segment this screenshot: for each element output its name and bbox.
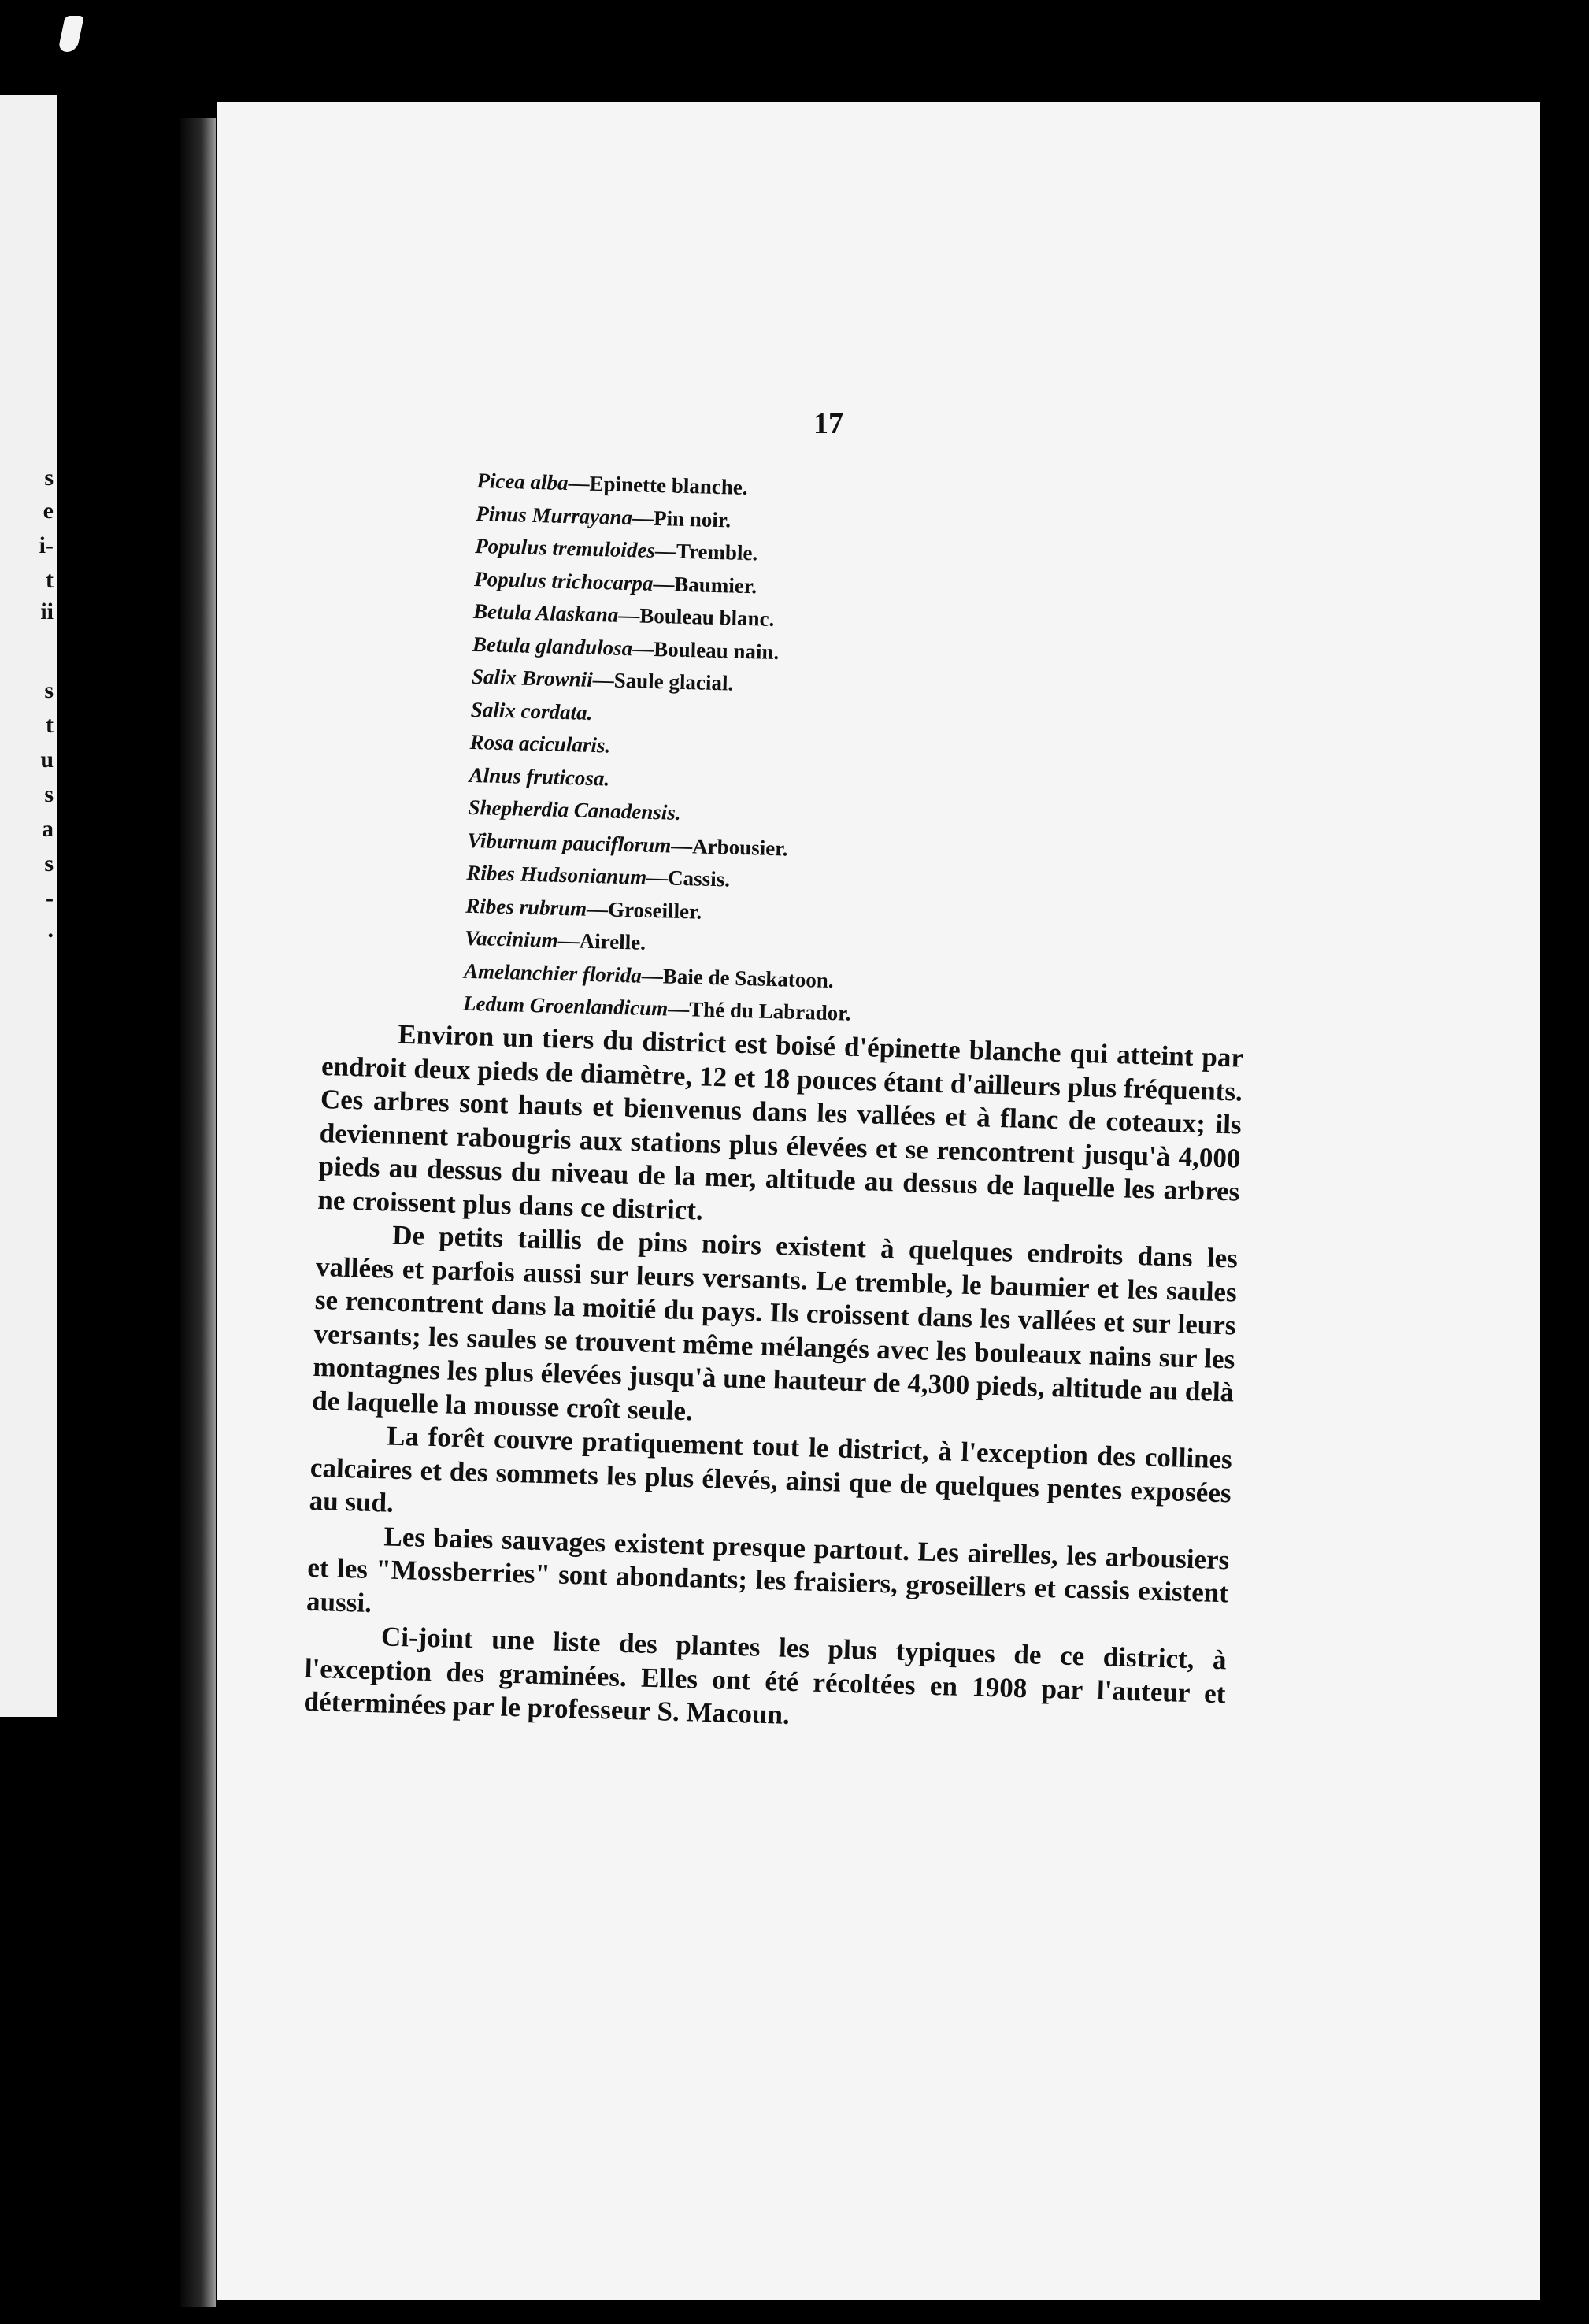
latin-name: Vaccinium — [464, 925, 559, 952]
facing-page-fragment: t — [46, 712, 54, 738]
facing-page-fragment: s — [44, 781, 54, 807]
species-list — [463, 465, 865, 1030]
facing-page-fragment: s — [44, 677, 54, 703]
latin-name: Salix cordata. — [470, 697, 593, 725]
common-name: —Baie de Saskatoon. — [641, 963, 834, 992]
paragraph: Ci-joint une liste des plantes les plus typiques de ce district, à l'exception des graminées. Elles ont été récoltées en 1908 par l'auteur et déterminées par le professeur S. Macoun. — [303, 1621, 1228, 1730]
latin-name: Pinus Murrayana — [475, 501, 633, 529]
facing-page-fragment: - — [46, 885, 54, 911]
latin-name: Viburnum pauciflorum — [467, 828, 672, 858]
common-name: —Bouleau nain. — [632, 636, 780, 664]
paragraph: De petits taillis de pins noirs existent à quelques endroits dans les vallées et parfois aussi sur leurs versants. Le tremble, le baumier et les saules se rencontrent dans la moitié du pays. Ils croissent dans les vallées et sur leurs versants; les saules se trouvent même mélangés avec les bouleaux nains sur les montagnes les plus élevées jusqu'à une hauteur de 4,300 pieds, altitude au delà de laquelle la mousse croît seule. — [311, 1219, 1239, 1426]
latin-name: Populus tremuloides — [474, 533, 656, 562]
latin-name: Rosa acicularis. — [469, 729, 611, 758]
common-name: —Groseiller. — [586, 896, 702, 924]
paragraph: Les baies sauvages existent presque partout. Les airelles, les arbousiers et les "Mossberries" sont abondants; les fraisiers, groseillers et cassis existent aussi. — [306, 1520, 1230, 1618]
facing-page-fragment: . — [47, 917, 54, 943]
common-name: —Tremble. — [654, 538, 758, 565]
body-text — [303, 1016, 1243, 1744]
latin-name: Betula glandulosa — [472, 632, 633, 660]
latin-name: Amelanchier florida — [463, 958, 643, 988]
latin-name: Alnus fruticosa. — [469, 762, 610, 791]
paragraph: Environ un tiers du district est boisé d'épinette blanche qui atteint par endroit deux pieds de diamètre, 12 et 18 pouces étant d'ailleurs plus fréquents. Ces arbres sont hauts et bienvenus dans les vallées et à flanc de coteaux; ils deviennent rabougris aux stations plus élevées et se rencontrent jusqu'à 4,000 pieds au dessus du niveau de la mer, altitude au dessus de laquelle les arbres ne croissent plus dans ce district. — [317, 1018, 1244, 1226]
latin-name: Salix Brownii — [471, 664, 594, 691]
latin-name: Shepherdia Canadensis. — [468, 795, 681, 825]
latin-name: Ribes rubrum — [465, 893, 587, 921]
common-name: —Bouleau blanc. — [617, 602, 775, 631]
facing-page-fragment: a — [42, 816, 54, 842]
film-marker — [57, 16, 84, 52]
facing-page-fragment: u — [40, 747, 54, 773]
common-name: —Thé du Labrador. — [667, 996, 851, 1025]
latin-name: Populus trichocarpa — [473, 566, 654, 595]
paragraph: La forêt couvre pratiquement tout le district, à l'exception des collines calcaires et des sommets les plus élevés, ainsi que de quelques pentes exposées au sud. — [309, 1420, 1233, 1518]
facing-page-fragment: ii — [40, 599, 54, 625]
common-name: —Epinette blanche. — [568, 471, 748, 499]
facing-page-fragment: t — [46, 567, 54, 593]
facing-page-fragment: i- — [39, 532, 54, 558]
facing-page-fragment: s — [44, 465, 54, 491]
common-name: —Airelle. — [557, 928, 646, 954]
latin-name: Picea alba — [476, 468, 569, 495]
book-binding-shadow — [180, 118, 216, 2307]
latin-name: Betula Alaskana — [472, 599, 619, 627]
common-name: —Pin noir. — [632, 505, 732, 532]
facing-page-fragment: e — [43, 498, 54, 524]
common-name: —Cassis. — [646, 865, 731, 891]
facing-page-edge — [0, 95, 57, 1717]
latin-name: Ledum Groenlandicum — [462, 991, 669, 1021]
common-name: —Arbousier. — [670, 833, 788, 860]
latin-name: Ribes Hudsonianum — [466, 860, 647, 889]
common-name: —Baumier. — [653, 571, 757, 598]
page-number: 17 — [813, 407, 843, 440]
facing-page-fragment: s — [44, 851, 54, 877]
common-name: —Saule glacial. — [592, 667, 734, 695]
